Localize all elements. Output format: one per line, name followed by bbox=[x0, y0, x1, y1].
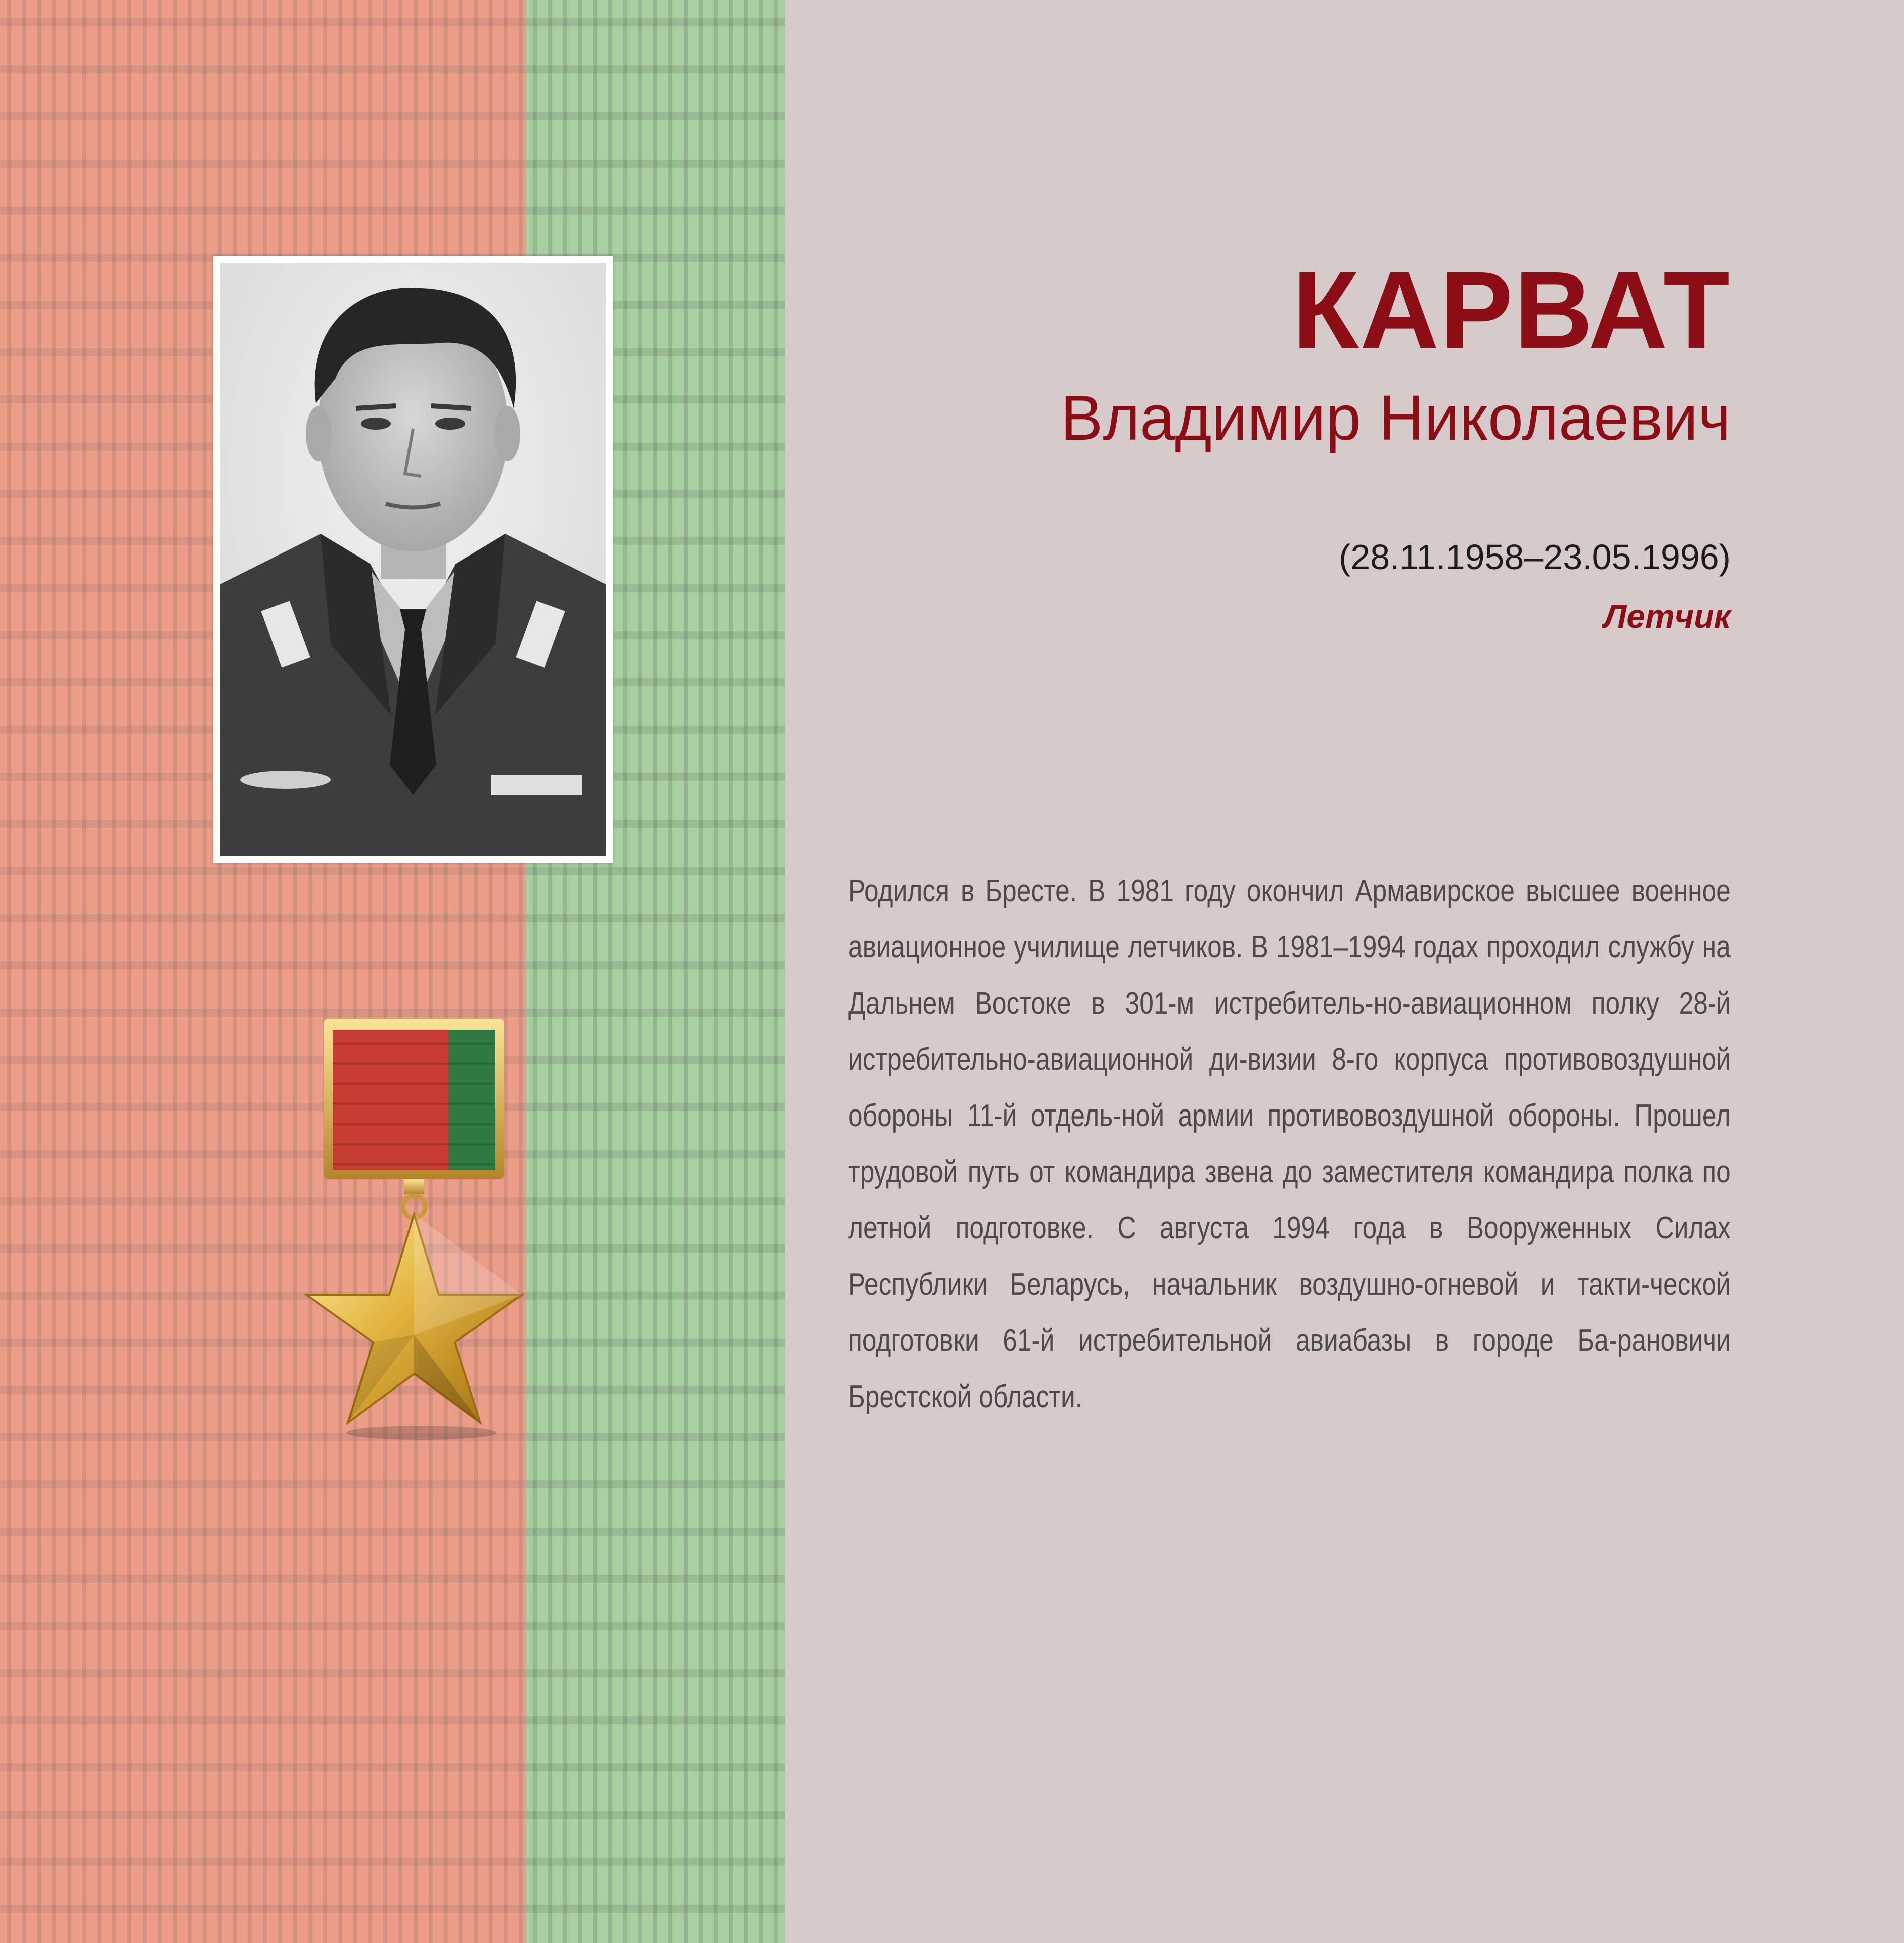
hero-name-block bbox=[1060, 249, 1731, 453]
gold-star-medal-icon bbox=[294, 1014, 534, 1445]
given-names-heading: Владимир Николаевич bbox=[1060, 382, 1731, 453]
life-dates: (28.11.1958–23.05.1996) bbox=[1338, 537, 1731, 577]
surname-heading: КАРВАТ bbox=[1292, 249, 1731, 371]
biography-text: Родился в Бресте. В 1981 году окончил Армавирское высшее военное авиационное училище летчиков. В 1981–1994 годах проходил службу на Дальнем Востоке в 301-м истребитель-но-авиационном полку 28-й истребительно-авиационной ди-визии 8-го корпуса противовоздушной обороны 11-й отдель-ной армии противовоздушной обороны. Прошел трудовой путь от командира звена до заместителя командира полка по летной подготовке. С августа 1994 года в Вооруженных Силах Республики Беларусь, начальник воздушно-огневой и такти-ческой подготовки 61-й истребительной авиабазы в городе Ба-рановичи Брестской области. bbox=[848, 874, 1731, 1414]
portrait-photo bbox=[213, 256, 613, 863]
profession-label: Летчик bbox=[1604, 598, 1731, 635]
portrait-image bbox=[220, 263, 606, 856]
